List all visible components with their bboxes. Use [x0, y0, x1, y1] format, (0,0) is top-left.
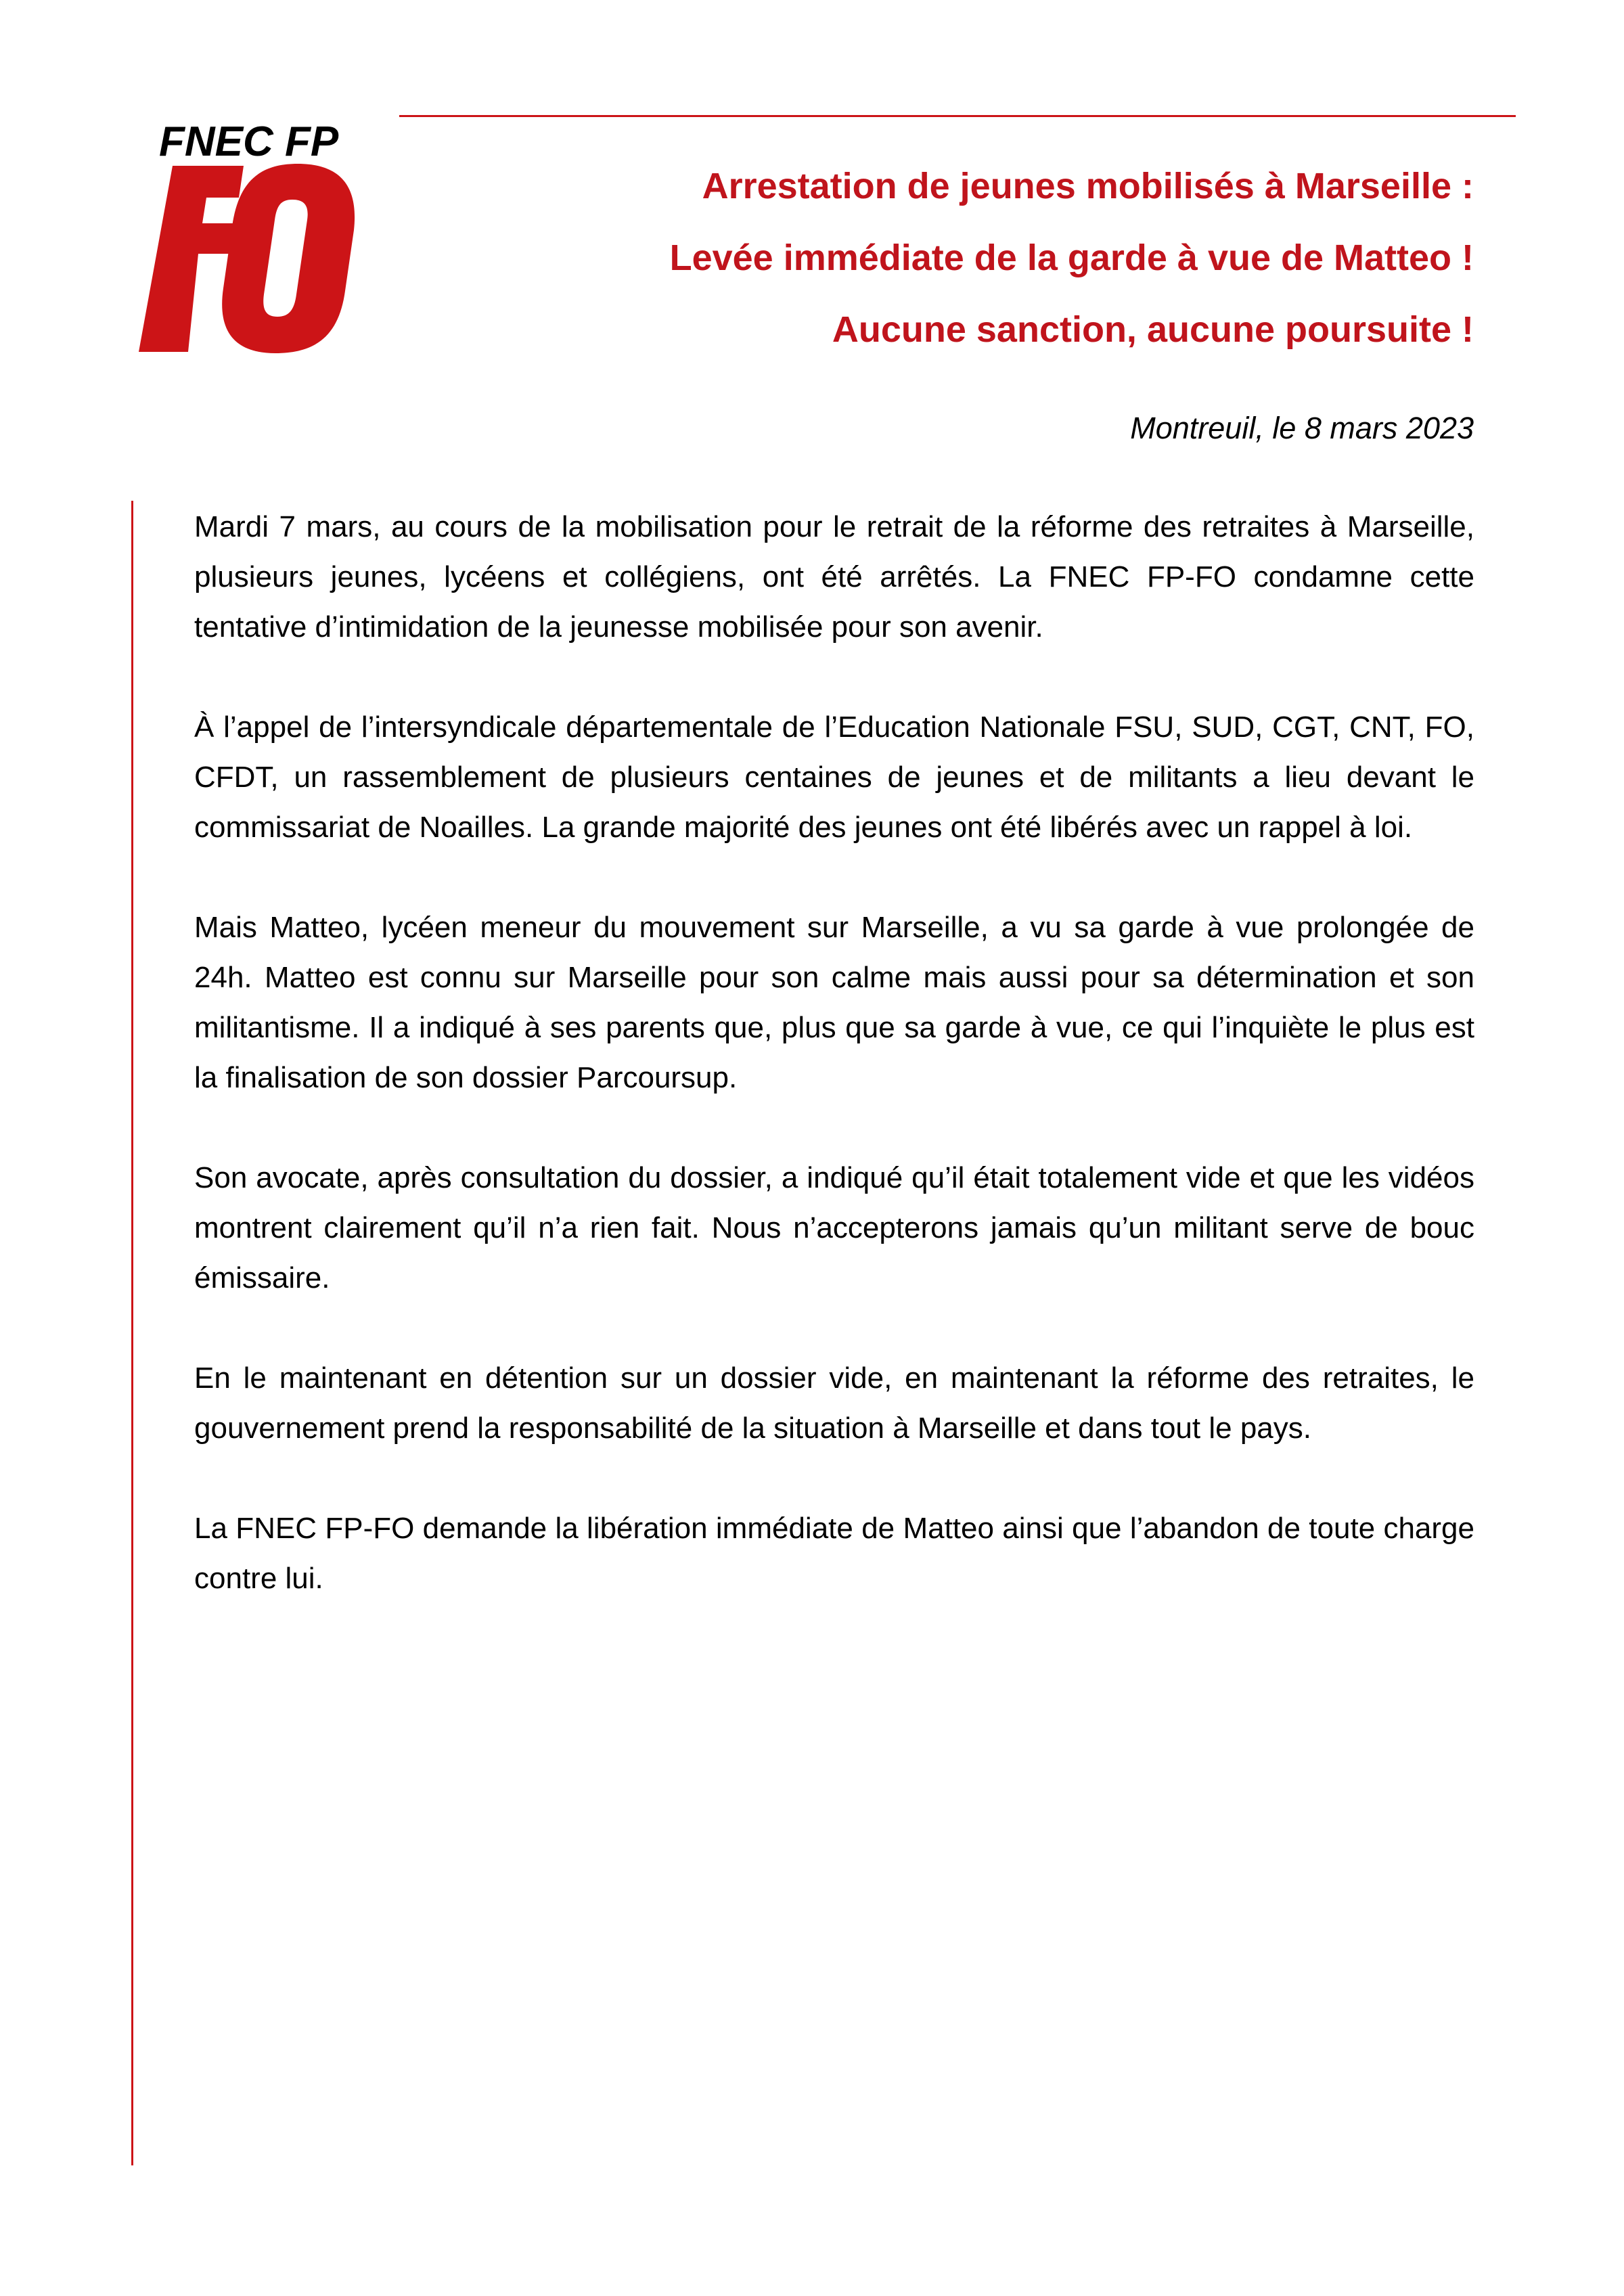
logo-top-text: FNEC FP — [159, 118, 339, 165]
fnec-fp-fo-logo — [125, 115, 369, 359]
left-red-rule — [131, 501, 133, 2165]
title-line-2: Levée immédiate de la garde à vue de Matteo ! — [669, 238, 1474, 278]
paragraph-1: Mardi 7 mars, au cours de la mobilisation pour le retrait de la réforme des retraites à Marseille, plusieurs jeunes, lycéens et collégiens, ont été arrêtés. La FNEC FP-FO condamne cette tentative d’intimidation de la jeunesse mobilisée pour son avenir. — [194, 510, 1474, 644]
paragraph-6: La FNEC FP-FO demande la libération immédiate de Matteo ainsi que l’abandon de toute charge contre lui. — [194, 1512, 1474, 1595]
paragraph-2: À l’appel de l’intersyndicale départementale de l’Education Nationale FSU, SUD, CGT, CNT, FO, CFDT, un rassemblement de plusieurs centaines de jeunes et de militants a lieu devant le commissariat de Noailles. La grande majorité des jeunes ont été libérés avec un rappel à loi. — [194, 711, 1474, 844]
paragraph-5: En le maintenant en détention sur un dossier vide, en maintenant la réforme des retraites, le gouvernement prend la responsabilité de la situation à Marseille et dans tout le pays. — [194, 1361, 1474, 1445]
body-text — [194, 502, 1474, 1654]
date-line: Montreuil, le 8 mars 2023 — [1130, 411, 1474, 445]
title-line-3: Aucune sanction, aucune poursuite ! — [832, 309, 1474, 350]
paragraph-4: Son avocate, après consultation du dossier, a indiqué qu’il était totalement vide et que les vidéos montrent clairement qu’il n’a rien fait. Nous n’accepterons jamais qu’un militant serve de bouc émissaire. — [194, 1161, 1474, 1295]
logo-letter-o — [222, 164, 355, 353]
press-release-title — [391, 150, 1474, 365]
paragraph-3: Mais Matteo, lycéen meneur du mouvement sur Marseille, a vu sa garde à vue prolongée de 24h. Matteo est connu sur Marseille pour son calme mais aussi pour sa détermination et son militantisme. Il a indiqué à ses parents que, plus que sa garde à vue, ce qui l’inquiète le plus est la finalisation de son dossier Parcoursup. — [194, 911, 1474, 1094]
top-red-rule — [399, 115, 1516, 117]
logo-graphic — [125, 115, 369, 359]
title-line-1: Arrestation de jeunes mobilisés à Marseille : — [702, 166, 1474, 206]
